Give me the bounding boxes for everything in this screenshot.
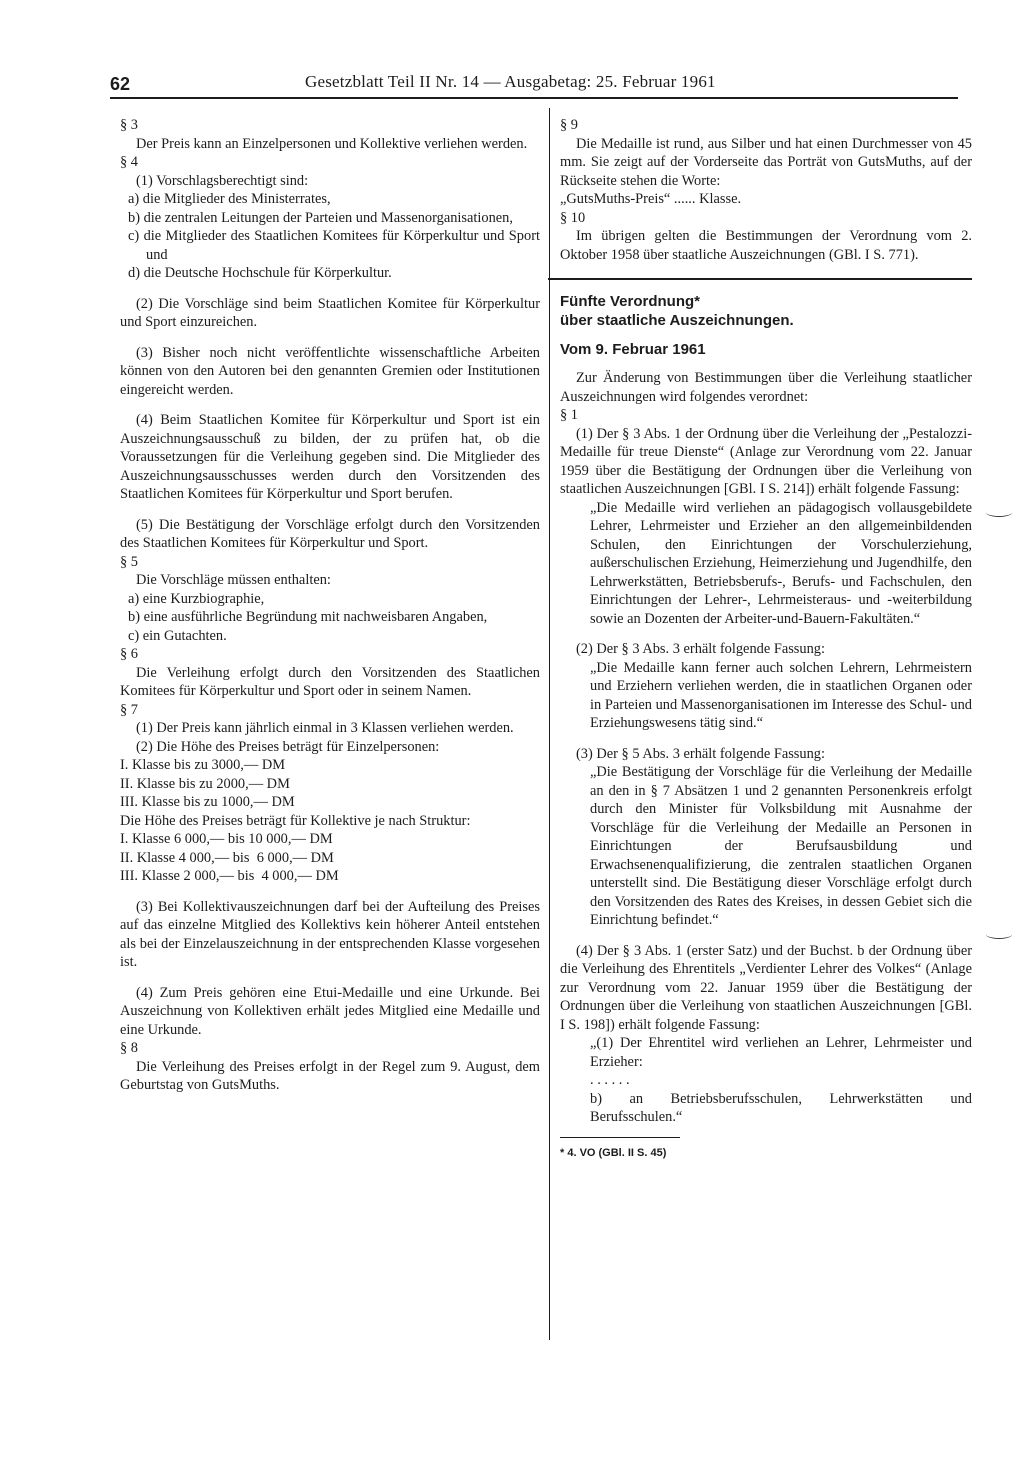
prize-class-line: I. Klasse bis zu 3000,— DM	[120, 757, 286, 773]
paragraph: Die Vorschläge müssen enthalten:	[136, 572, 331, 588]
quoted-text: „Die Medaille wird verliehen an pädagogisch vollausgebildete Lehrer, Lehrmeister und Erzieher an den allgemeinbildenden Schulen, den Einrichtungen der Vorschulerziehung, außerschulischen Erziehung, Heimerziehung und Jugendhilfe, den Lehrwerkstätten, Betriebsberufs-, Berufs- und Fachschulen, den Einrichtungen der Lehrer-, Lehrmeisteraus- und -weiterbildung sowie an Dozenten der Arbeiter-und-Bauern-Fakultäten.“	[590, 499, 972, 627]
prize-class-line: II. Klasse bis zu 2000,— DM	[120, 775, 290, 792]
paragraph: (5) Die Bestätigung der Vorschläge erfolgt durch den Vorsitzenden des Staatlichen Komitees für Körperkultur und Sport.	[120, 516, 540, 551]
section-heading: § 9	[560, 117, 578, 133]
section-heading: § 3	[120, 117, 138, 133]
paragraph: Die Medaille ist rund, aus Silber und hat einen Durchmesser von 45 mm. Sie zeigt auf der Vorderseite das Porträt von GutsMuths, auf der Rückseite stehen die Worte:	[560, 135, 972, 189]
margin-mark	[986, 930, 1012, 939]
header-rule	[110, 97, 958, 99]
quoted-text: „(1) Der Ehrentitel wird verliehen an Lehrer, Lehrmeister und Erzieher:	[590, 1035, 972, 1070]
left-column	[120, 116, 540, 1095]
list-item: b) eine ausführliche Begründung mit nachweisbaren Angaben,	[128, 609, 488, 625]
paragraph: (1) Der Preis kann jährlich einmal in 3 Klassen verliehen werden.	[136, 720, 514, 736]
paragraph: Im übrigen gelten die Bestimmungen der Verordnung vom 2. Oktober 1958 über staatliche Auszeichnungen (GBl. I S. 771).	[560, 228, 972, 263]
section-heading: § 5	[120, 553, 138, 570]
list-item: a) die Mitglieder des Ministerrates,	[128, 191, 331, 207]
paragraph: (4) Zum Preis gehören eine Etui-Medaille und eine Urkunde. Bei Auszeichnung von Kollektiven erhält jedes Mitglied eine Medaille und eine Urkunde.	[120, 984, 540, 1038]
paragraph: (3) Der § 5 Abs. 3 erhält folgende Fassung:	[576, 745, 825, 762]
publication-title: Gesetzblatt Teil II Nr. 14 — Ausgabetag: 25. Februar 1961	[305, 72, 716, 91]
list-item: d) die Deutsche Hochschule für Körperkultur.	[128, 265, 392, 281]
section-heading: § 6	[120, 646, 138, 662]
column-divider	[549, 108, 550, 1340]
paragraph: (3) Bisher noch nicht veröffentlichte wissenschaftliche Arbeiten können von den Autoren bei den genannten Gremien oder Institutionen eingereicht werden.	[120, 344, 540, 398]
paragraph: (2) Die Vorschläge sind beim Staatlichen Komitee für Körperkultur und Sport einzureichen.	[120, 295, 540, 330]
paragraph: Der Preis kann an Einzelpersonen und Kollektive verliehen werden.	[136, 135, 528, 152]
paragraph: (1) Der § 3 Abs. 1 der Ordnung über die Verleihung der „Pestalozzi-Medaille für treue Dienste“ (Anlage zur Verordnung vom 22. Januar 1959 über die Bestätigung der Ordnungen über die Verleihung von staatlichen Auszeichnungen [GBl. I S. 214]) erhält folgende Fassung:	[560, 425, 972, 497]
section-heading: § 10	[560, 209, 586, 226]
paragraph: Die Verleihung erfolgt durch den Vorsitzenden des Staatlichen Komitees für Körperkultur und Sport oder in seinem Namen.	[120, 664, 540, 699]
prize-class-line: II. Klasse 4 000,— bis 6 000,— DM	[120, 849, 334, 866]
list-item: b) die zentralen Leitungen der Parteien und Massenorganisationen,	[128, 209, 513, 226]
list-item: c) die Mitglieder des Staatlichen Komitees für Körperkultur und Sport und	[128, 228, 540, 263]
paragraph: Die Verleihung des Preises erfolgt in der Regel zum 9. August, dem Geburtstag von GutsMuths.	[120, 1058, 540, 1093]
quoted-text: „Die Bestätigung der Vorschläge für die Verleihung der Medaille an den in § 7 Absätzen 1 und 2 genannten Personenkreis erfolgt durch den Minister für Volksbildung mit Ausnahme der Vorschläge für die Verleihung der Medaille an Personen in Einrichtungen der Berufsausbildung und Erwachsenenqualifizierung, die zentralen staatlichen Organen unterstellt sind. Die Bestätigung dieser Vorschläge erfolgt durch den Vorsitzenden des Rates des Kreises, in dessen Gebiet sich die Einrichtung befindet.“	[590, 764, 972, 928]
preamble: Zur Änderung von Bestimmungen über die Verleihung staatlicher Auszeichnungen wird folgendes verordnet:	[560, 370, 972, 405]
paragraph: (1) Vorschlagsberechtigt sind:	[136, 172, 309, 189]
section-heading: § 8	[120, 1040, 138, 1056]
section-rule	[548, 278, 972, 280]
prize-class-line: III. Klasse bis zu 1000,— DM	[120, 794, 295, 810]
list-item: a) eine Kurzbiographie,	[128, 590, 265, 607]
footnote: * 4. VO (GBl. II S. 45)	[560, 1146, 667, 1159]
paragraph: (2) Die Höhe des Preises beträgt für Einzelpersonen:	[136, 738, 440, 755]
quoted-text: „Die Medaille kann ferner auch solchen Lehrern, Lehrmeistern und Erziehern verliehen werden, die in staatlichen Organen oder in Parteien und Massenorganisationen im Interesse des Schul- und Erziehungswesens tätig sind.“	[590, 659, 972, 731]
page-header	[110, 70, 958, 100]
prize-class-line: III. Klasse 2 000,— bis 4 000,— DM	[120, 868, 339, 884]
ordinance-date: Vom 9. Februar 1961	[560, 341, 706, 358]
paragraph: (4) Beim Staatlichen Komitee für Körperkultur und Sport ist ein Auszeichnungsausschuß zu bilden, der zu prüfen hat, ob die Voraussetzungen für die Verleihung gegeben sind. Die Mitglieder des Auszeichnungsausschusses werden durch den Vorsitzenden des Staatlichen Komitees für Körperkultur und Sport berufen.	[120, 412, 540, 502]
section-heading: § 7	[120, 701, 138, 718]
section-heading: § 4	[120, 154, 138, 170]
quoted-list-item: b) an Betriebsberufsschulen, Lehrwerkstätten und Berufsschulen.“	[590, 1090, 972, 1125]
paragraph: (2) Der § 3 Abs. 3 erhält folgende Fassung:	[576, 641, 825, 657]
list-item: c) ein Gutachten.	[128, 627, 227, 644]
ordinance-title: Fünfte Verordnung*	[560, 293, 700, 310]
paragraph: (4) Der § 3 Abs. 1 (erster Satz) und der Buchst. b der Ordnung über die Verleihung des Ehrentitels „Verdienter Lehrer des Volkes“ (Anlage zur Verordnung vom 22. Januar 1959 über die Bestätigung der Ordnungen über die Verleihung von staatlichen Auszeichnungen [GBl. I S. 198]) erhält folgende Fassung:	[560, 942, 972, 1033]
paragraph: Die Höhe des Preises beträgt für Kollektive je nach Struktur:	[120, 812, 471, 829]
page-number: 62	[110, 74, 131, 94]
footnote-rule	[560, 1137, 680, 1138]
right-column	[560, 116, 972, 1162]
medal-inscription: „GutsMuths-Preis“ ...... Klasse.	[560, 191, 742, 207]
ordinance-subtitle: über staatliche Auszeichnungen.	[560, 312, 794, 329]
prize-class-line: I. Klasse 6 000,— bis 10 000,— DM	[120, 831, 333, 847]
margin-mark	[986, 508, 1012, 517]
section-heading: § 1	[560, 407, 578, 423]
paragraph: (3) Bei Kollektivauszeichnungen darf bei der Aufteilung des Preises auf das einzelne Mitglied des Kollektivs kein höherer Anteil entstehen als bei der Einzelauszeichnung in der entsprechenden Klasse vorgesehen ist.	[120, 898, 540, 970]
ellipsis-line: . . . . . .	[590, 1072, 630, 1088]
